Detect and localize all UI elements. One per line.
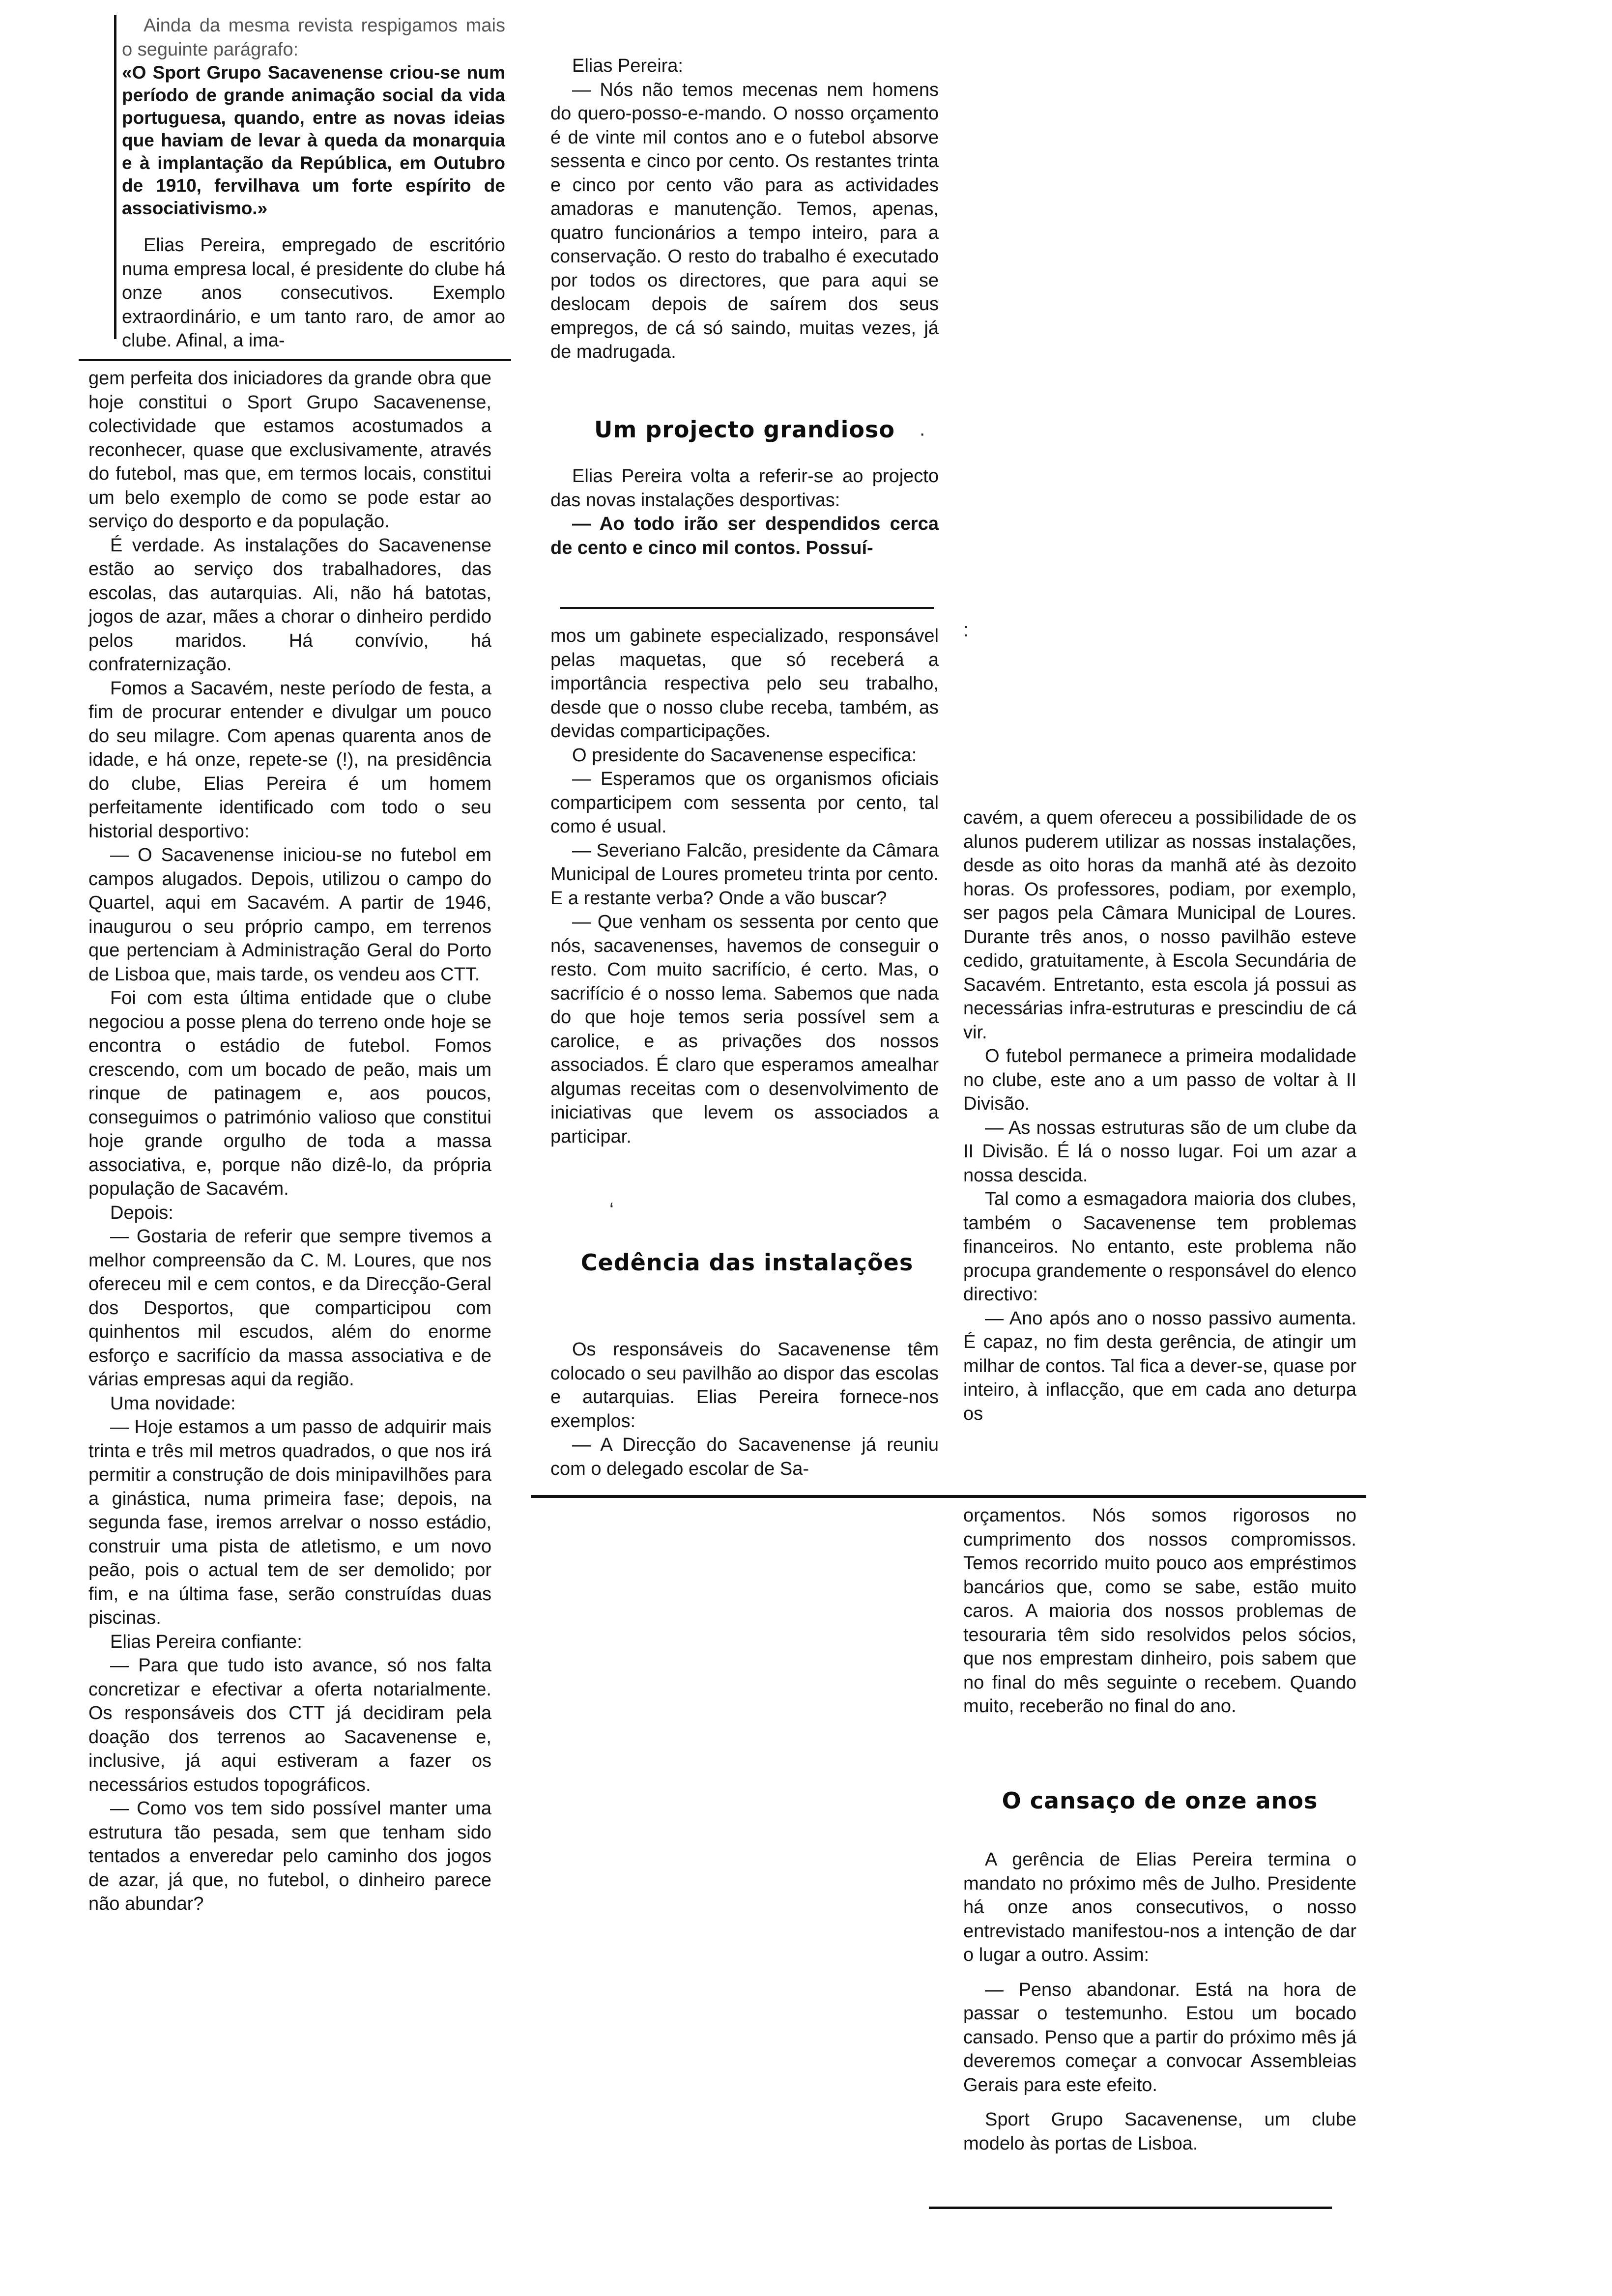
col3-mid-paragraph-4: Tal como a esmagadora maioria dos clubes, também o Sacavenense tem problemas financeiros. No entanto, este problema não procupa grandemente o responsável do elenco directivo: [963, 1189, 1356, 1305]
intro-paragraph: Ainda da mesma revista respigamos mais o seguinte parágrafo: [122, 15, 505, 60]
col2-proj-paragraph-2: — Ao todo irão ser despendidos cerca de cento e cinco mil contos. Possuí- [550, 514, 939, 558]
col2-proj-paragraph-1: Elias Pereira volta a referir-se ao projecto das novas instalações desportivas: [550, 466, 939, 511]
column-3-middle [963, 806, 1356, 1426]
column-2-cedencia [550, 1338, 939, 1481]
heading-cedencia-text: Cedência das instalações [580, 1249, 914, 1276]
heading-projecto: Um projecto grandioso [594, 416, 895, 443]
col1-paragraph-11: — Para que tudo isto avance, só nos falta concretizar e efectivar a oferta notarialmente. Os responsáveis dos CTT já decidiram pela doação dos terrenos ao Sacavenense e, inclusive, já aqui estiveram a fazer os necessários estudos topográficos. [88, 1655, 491, 1795]
col3-mid-paragraph-1: cavém, a quem ofereceu a possibilidade de os alunos puderem utilizar as nossas instalações, desde as oito horas da manhã até às dezoito horas. Os professores, podiam, por exemplo, ser pagos pela Câmara Municipal de Loures. Durante três anos, o nosso pavilhão esteve cedido, gratuitamente, à Escola Secundária de Sacavém. Entretanto, esta escola já possui as necessárias infra-estruturas e prescindiu de cá vir. [963, 807, 1356, 1043]
column-rule-left [114, 15, 116, 339]
col1-paragraph-6: Depois: [110, 1202, 173, 1223]
col1-paragraph-5: Foi com esta última entidade que o clube negociou a posse plena do terreno onde hoje se encontra o estádio de futebol. Fomos crescendo, com um bocado de peão, mais um rinque de patinagem e, aos poucos, conseguimos o património valioso que constitui hoje grande orgulho de toda a massa associativa, e, porque não dizê-lo, da própria população de Sacavém. [88, 988, 491, 1199]
heading-cedencia [580, 1248, 914, 1277]
end-divider [929, 2207, 1332, 2209]
column-3-lower [963, 1504, 1356, 1719]
col3-end-paragraph-2: — Penso abandonar. Está na hora de passar o testemunho. Estou um bocado cansado. Penso que a partir do próximo mês já deveremos começar a convocar Assembleias Gerais para este efeito. [963, 1979, 1356, 2095]
col1-paragraph-1: gem perfeita dos iniciadores da grande obra que hoje constitui o Sport Grupo Sacavenense, colectividade que estamos acostumados a reconhecer, quase que exclusivamente, através do futebol, mas que, em termos locais, constitui um belo exemplo de como se pode estar ao serviço do desporto e da população. [88, 368, 491, 532]
cedencia-divider [531, 1495, 1366, 1498]
col2-mid-paragraph-4: — Severiano Falcão, presidente da Câmara Municipal de Loures prometeu trinta por cento. E a restante verba? Onde a vão buscar? [550, 840, 939, 909]
intro-divider [79, 359, 511, 361]
col2-ced-paragraph-1: Os responsáveis do Sacavenense têm colocado o seu pavilhão ao dispor das escolas e autarquias. Elias Pereira fornece-nos exemplos: [550, 1339, 939, 1432]
col3-end-paragraph-3: Sport Grupo Sacavenense, um clube modelo às portas de Lisboa. [963, 2109, 1356, 2154]
col1-paragraph-4: — O Sacavenense iniciou-se no futebol em campos alugados. Depois, utilizou o campo do Quartel, aqui em Sacavém. A partir de 1946, inaugurou o seu próprio campo, em terrenos que pertenciam à Administração Geral do Porto de Lisboa que, mais tarde, os vendeu aos CTT. [88, 845, 491, 985]
col1-paragraph-2: É verdade. As instalações do Sacavenense estão ao serviço dos trabalhadores, das escolas, das autarquias. Ali, não há batotas, jogos de azar, mães a chorar o dinheiro perdido pelos maridos. Há convívio, há confraternização. [88, 535, 491, 675]
col1-paragraph-10: Elias Pereira confiante: [110, 1631, 302, 1652]
scan-speck: ‘ [609, 1199, 614, 1221]
col2-ced-paragraph-2: — A Direcção do Sacavenense já reuniu com o delegado escolar de Sa- [550, 1435, 939, 1479]
intro-elias-paragraph: Elias Pereira, empregado de escritório numa empresa local, é presidente do clube há onze anos consecutivos. Exemplo extraordinário, e um tanto raro, de amor ao clube. Afinal, a ima- [122, 235, 505, 351]
scan-speck: : [963, 619, 969, 641]
col2-mid-paragraph-2: O presidente do Sacavenense especifica: [572, 745, 917, 766]
col3-mid-paragraph-5: — Ano após ano o nosso passivo aumenta. É capaz, no fim desta gerência, de atingir um milhar de contos. Tal fica a dever-se, quase por inteiro, à inflacção, que em cada ano deturpa os [963, 1308, 1356, 1424]
col3-mid-paragraph-3: — As nossas estruturas são de um clube da II Divisão. É lá o nosso lugar. Foi um azar a nossa descida. [963, 1117, 1356, 1186]
column-2-middle [550, 624, 939, 1148]
col3-low-paragraph-1: orçamentos. Nós somos rigorosos no cumprimento dos nossos compromissos. Temos recorrido muito pouco aos empréstimos bancários que, como se sabe, estão muito caros. A maioria dos nossos problemas de tesouraria têm sido resolvidos pelos sócios, que nos emprestam dinheiro, pois sabem que no final do mês seguinte o recebem. Quando muito, receberão no final do ano. [963, 1505, 1356, 1717]
projecto-divider [560, 607, 934, 609]
col1-paragraph-9: — Hoje estamos a um passo de adquirir mais trinta e três mil metros quadrados, o que nos irá permitir a construção de dois minipavilhões para a ginástica, numa primeira fase; depois, na segunda fase, iremos arrelvar o nosso estádio, construir uma pista de atletismo, e um novo peão, pois o actual tem de ser demolido; por fim, e na última fase, serão construídas duas piscinas. [88, 1417, 491, 1628]
scan-speck: · [919, 423, 926, 444]
col1-paragraph-3: Fomos a Sacavém, neste período de festa, a fim de procurar entender e divulgar um pouco do seu milagre. Com apenas quarenta anos de idade, e há onze, repete-se (!), na presidência do clube, Elias Pereira é um homem perfeitamente identificado com todo o seu historial desportivo: [88, 678, 491, 842]
column-1-body [88, 367, 491, 1916]
heading-cansaco: O cansaço de onze anos [1002, 1787, 1318, 1814]
column-3-end [963, 1848, 1356, 2155]
col3-mid-paragraph-2: O futebol permanece a primeira modalidade no clube, este ano a um passo de voltar à II Divisão. [963, 1046, 1356, 1114]
column-2-projecto [550, 464, 939, 560]
col1-paragraph-7: — Gostaria de referir que sempre tivemos a melhor compreensão da C. M. Loures, que nos ofereceu mil e cem contos, e da Direcção-Geral dos Desportos, que comparticipou com quinhentos mil escudos, além do enorme esforço e sacrifício da massa associativa e de várias empresas aqui da região. [88, 1226, 491, 1390]
col1-paragraph-12: — Como vos tem sido possível manter uma estrutura tão pesada, sem que tenham sido tentados a enveredar pelo caminho dos jogos de azar, já que, no futebol, o dinheiro parece não abundar? [88, 1798, 491, 1914]
column-2-top [550, 54, 939, 364]
col2-paragraph-1: Elias Pereira: [572, 56, 683, 76]
col2-paragraph-2: — Nós não temos mecenas nem homens do quero-posso-e-mando. O nosso orçamento é de vinte mil contos ano e o futebol absorve sessenta e cinco por cento. Os restantes trinta e cinco por cento vão para as actividades amadoras e manutenção. Temos, apenas, quatro funcionários a tempo inteiro, para a conservação. O resto do trabalho é executado por todos os directores, que para aqui se deslocam depois de saírem dos seus empregos, de cá só saindo, muitas vezes, já de madrugada. [550, 79, 939, 362]
col2-mid-paragraph-5: — Que venham os sessenta por cento que nós, sacavenenses, havemos de conseguir o resto. Com muito sacrifício, é certo. Mas, o sacrifício é o nosso lema. Sabemos que nada do que hoje temos seria possível sem a carolice, e as privações dos nossos associados. É claro que esperamos amealhar algumas receitas com o desenvolvimento de iniciativas que levem os associados a participar. [550, 912, 939, 1147]
col1-paragraph-8: Uma novidade: [110, 1393, 236, 1414]
col2-mid-paragraph-1: mos um gabinete especializado, responsável pelas maquetas, que só receberá a importância respectiva pelo seu trabalho, desde que o nosso clube receba, também, as devidas comparticipações. [550, 626, 939, 742]
col2-mid-paragraph-3: — Esperamos que os organismos oficiais comparticipem com sessenta por cento, tal como é usual. [550, 769, 939, 837]
intro-block [122, 14, 505, 353]
col3-end-paragraph-1: A gerência de Elias Pereira termina o mandato no próximo mês de Julho. Presidente há onze anos consecutivos, o nosso entrevistado manifestou-nos a intenção de dar o lugar a outro. Assim: [963, 1849, 1356, 1965]
quote-paragraph: «O Sport Grupo Sacavenense criou-se num período de grande animação social da vida portuguesa, quando, entre as novas ideias que haviam de levar à queda da monarquia e à implantação da República, em Outubro de 1910, fervilhava um forte espírito de associativismo.» [122, 62, 505, 218]
